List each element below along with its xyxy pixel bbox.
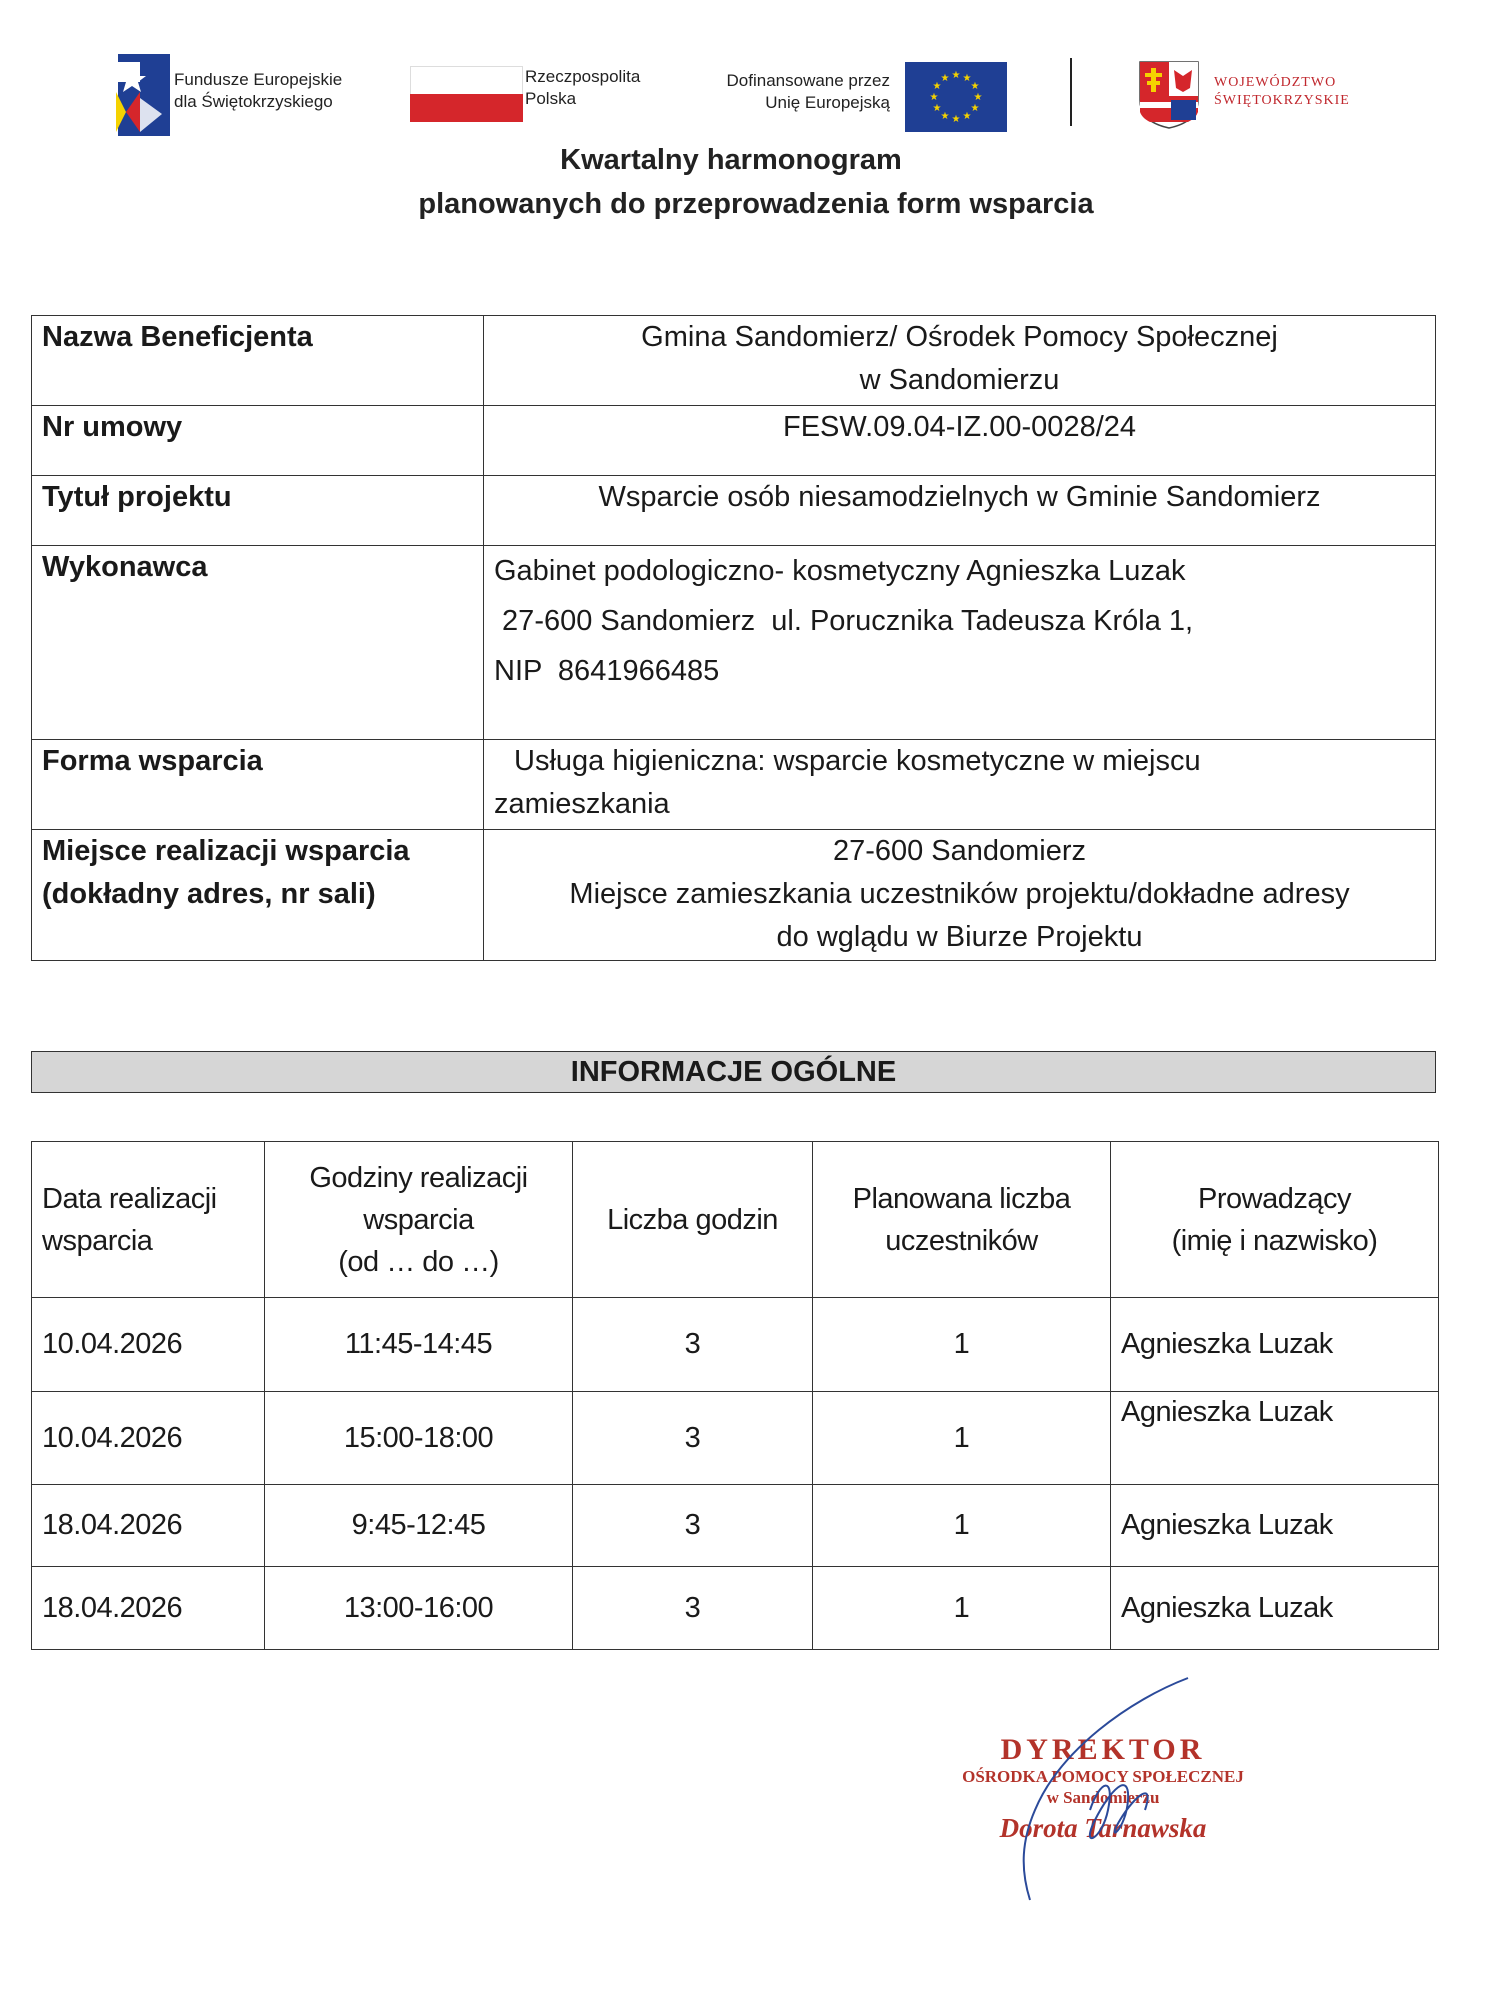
eu-cofinancing-logo	[700, 62, 1005, 137]
row-hours: 11:45-14:45	[265, 1298, 573, 1392]
document-title	[0, 138, 1512, 226]
wojewodztwo-swietokrzyskie-logo	[1138, 60, 1378, 135]
ws-line-2: ŚWIĘTOKRZYSKIE	[1214, 93, 1350, 108]
rp-line-2: Polska	[525, 89, 577, 108]
header-leader-line-2: (imię i nazwisko)	[1171, 1224, 1378, 1257]
coat-of-arms-icon	[1138, 60, 1200, 130]
forma-line-2: zamieszkania	[494, 788, 670, 820]
row-umowa	[32, 406, 1436, 476]
header-participants-line-1: Planowana liczba	[852, 1182, 1071, 1215]
svg-text:★: ★	[970, 103, 980, 114]
miejsce-label-line-1: Miejsce realizacji wsparcia	[42, 835, 410, 867]
umowa-label: Nr umowy	[32, 406, 484, 476]
row-participants: 1	[813, 1567, 1111, 1650]
rp-line-1: Rzeczpospolita	[525, 67, 641, 86]
miejsce-label-line-2: (dokładny adres, nr sali)	[42, 878, 376, 910]
header-hours-line-2: wsparcia	[363, 1203, 474, 1236]
eu-line-1: Dofinansowane przez	[726, 71, 890, 90]
svg-text:★: ★	[929, 92, 939, 103]
row-date: 10.04.2026	[32, 1392, 265, 1485]
header-date	[32, 1142, 265, 1298]
svg-text:★: ★	[940, 73, 950, 84]
fe-line-1: Fundusze Europejskie	[174, 70, 343, 89]
table-row	[32, 1485, 1439, 1567]
row-date: 10.04.2026	[32, 1298, 265, 1392]
fe-line-2: dla Świętokrzyskiego	[174, 92, 333, 111]
beneficjent-line-2: w Sandomierzu	[859, 364, 1060, 396]
eu-flag-icon	[905, 62, 1007, 132]
stamp-line-1: DYREKTOR	[1000, 1733, 1206, 1766]
row-count: 3	[573, 1567, 813, 1650]
header-hours-line-3: (od … do …)	[338, 1245, 499, 1278]
forma-label: Forma wsparcia	[32, 740, 484, 830]
wykonawca-value	[484, 546, 1436, 740]
tytul-label: Tytuł projektu	[32, 476, 484, 546]
row-leader: Agnieszka Luzak	[1111, 1567, 1439, 1650]
row-date: 18.04.2026	[32, 1485, 265, 1567]
header-leader-line-1: Prowadzący	[1198, 1182, 1351, 1215]
svg-text:★: ★	[973, 92, 983, 103]
svg-text:★: ★	[970, 81, 980, 92]
row-participants: 1	[813, 1298, 1111, 1392]
row-date: 18.04.2026	[32, 1567, 265, 1650]
director-stamp-and-signature	[930, 1660, 1260, 1920]
fundusze-europejskie-logo	[112, 52, 362, 137]
miejsce-line-2: Miejsce zamieszkania uczestników projektu/dokładne adresy	[569, 878, 1350, 910]
logo-bar	[0, 52, 1512, 137]
beneficjent-line-1: Gmina Sandomierz/ Ośrodek Pomocy Społecznej	[641, 321, 1278, 353]
table-row	[32, 1567, 1439, 1650]
row-hours: 15:00-18:00	[265, 1392, 573, 1485]
stamp-line-3: w Sandomierzu	[1046, 1788, 1160, 1807]
row-participants: 1	[813, 1485, 1111, 1567]
header-hours-line-1: Godziny realizacji	[309, 1161, 528, 1194]
row-wykonawca	[32, 546, 1436, 740]
logo-separator	[1070, 58, 1072, 126]
svg-text:★: ★	[962, 73, 972, 84]
wykonawca-line-1: Gabinet podologiczno- kosmetyczny Agnieszka Luzak	[494, 555, 1186, 587]
row-tytul	[32, 476, 1436, 546]
title-line-1: Kwartalny harmonogram	[560, 144, 902, 176]
header-hours	[265, 1142, 573, 1298]
table-row	[32, 1298, 1439, 1392]
wykonawca-label: Wykonawca	[32, 546, 484, 740]
svg-text:★: ★	[951, 70, 961, 81]
project-info-table	[31, 315, 1436, 961]
schedule-header-row	[32, 1142, 1439, 1298]
row-participants: 1	[813, 1392, 1111, 1485]
title-line-2: planowanych do przeprowadzenia form wsparcia	[418, 188, 1094, 220]
miejsce-value	[484, 830, 1436, 961]
row-hours: 13:00-16:00	[265, 1567, 573, 1650]
miejsce-line-1: 27-600 Sandomierz	[832, 835, 1087, 867]
table-row	[32, 1392, 1439, 1485]
ws-line-1: WOJEWÓDZTWO	[1214, 75, 1337, 90]
fundusze-europejskie-emblem-icon	[112, 52, 172, 137]
tytul-value: Wsparcie osób niesamodzielnych w Gminie Sandomierz	[484, 476, 1436, 546]
row-count: 3	[573, 1485, 813, 1567]
stamp-line-2: OŚRODKA POMOCY SPOŁECZNEJ	[962, 1767, 1244, 1786]
header-participants	[813, 1142, 1111, 1298]
wykonawca-line-2: 27-600 Sandomierz ul. Porucznika Tadeusza Króla 1,	[494, 605, 1194, 637]
header-date-line-1: Data realizacji	[42, 1182, 217, 1215]
row-forma	[32, 740, 1436, 830]
row-leader: Agnieszka Luzak	[1111, 1485, 1439, 1567]
handwritten-signature	[930, 1660, 1260, 1920]
row-miejsce	[32, 830, 1436, 961]
row-beneficjent	[32, 316, 1436, 406]
eu-line-2: Unię Europejską	[765, 93, 890, 112]
header-count-hours: Liczba godzin	[573, 1142, 813, 1298]
svg-text:★: ★	[932, 103, 942, 114]
wykonawca-line-3: NIP 8641966485	[494, 655, 720, 687]
row-count: 3	[573, 1392, 813, 1485]
rzeczpospolita-polska-logo	[410, 66, 670, 136]
row-leader: Agnieszka Luzak	[1111, 1298, 1439, 1392]
stamp-line-4: Dorota Tarnawska	[999, 1813, 1207, 1843]
poland-flag-icon	[410, 66, 523, 122]
miejsce-label	[32, 830, 484, 961]
schedule-table	[31, 1141, 1439, 1650]
svg-text:★: ★	[951, 114, 961, 125]
umowa-value: FESW.09.04-IZ.00-0028/24	[484, 406, 1436, 476]
forma-value	[484, 740, 1436, 830]
svg-text:★: ★	[940, 111, 950, 122]
header-leader	[1111, 1142, 1439, 1298]
row-leader: Agnieszka Luzak	[1111, 1392, 1439, 1485]
row-hours: 9:45-12:45	[265, 1485, 573, 1567]
header-participants-line-2: uczestników	[885, 1224, 1038, 1257]
svg-text:★: ★	[932, 81, 942, 92]
beneficjent-value	[484, 316, 1436, 406]
general-info-heading: INFORMACJE OGÓLNE	[31, 1051, 1436, 1093]
forma-line-1: Usługa higieniczna: wsparcie kosmetyczne w miejscu	[514, 745, 1201, 777]
miejsce-line-3: do wglądu w Biurze Projektu	[776, 921, 1143, 953]
svg-text:★: ★	[962, 111, 972, 122]
beneficjent-label: Nazwa Beneficjenta	[32, 316, 484, 406]
row-count: 3	[573, 1298, 813, 1392]
header-date-line-2: wsparcia	[42, 1224, 153, 1257]
